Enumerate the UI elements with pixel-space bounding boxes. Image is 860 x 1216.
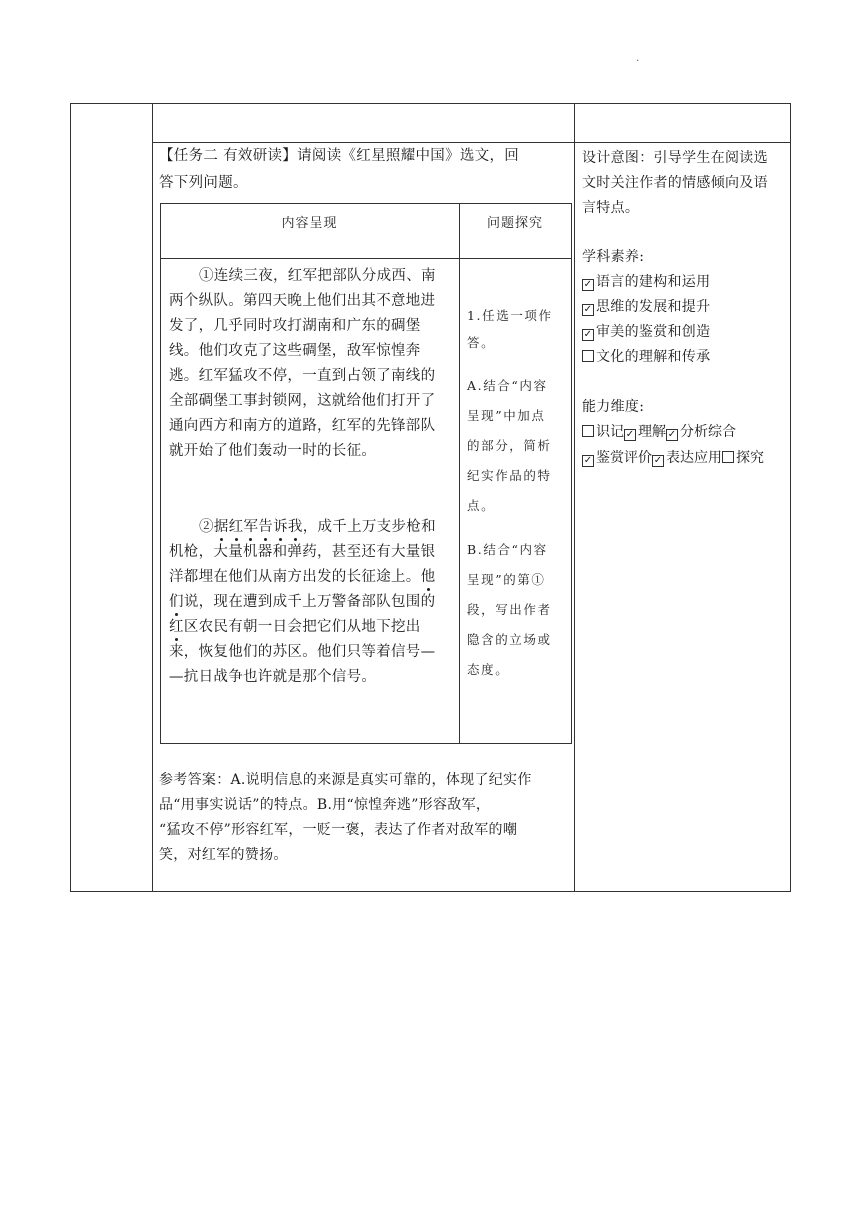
checked-box-icon[interactable]: ✓ [653, 455, 663, 466]
p1-line: 就开始了他们轰动一时的长征。 [169, 443, 377, 459]
unchecked-box-icon[interactable] [722, 451, 734, 463]
p2-line-3 [169, 565, 435, 590]
outer-top-border [70, 103, 791, 104]
answer-line: “猛攻不停”形容红军，一贬一褒，表达了作者对敌军的嘲 [159, 822, 518, 838]
ability-label: 表达应用 [666, 450, 722, 466]
checked-box-icon[interactable]: ✓ [583, 329, 593, 340]
p1-line: 发了，几乎同时攻打湖南和广东的碉堡 [169, 318, 421, 334]
question-line: 呈现”中加点 [467, 408, 546, 423]
question-line: 1.任选一项作 [467, 308, 553, 323]
p2-line5-text: 区农民有朝一日会把它们从地下挖出 [183, 619, 421, 635]
p1-line: 线。他们攻克了这些碉堡，敌军惊惶奔 [169, 343, 421, 359]
p1-line: 通向西方和南方的道路，红军的先锋部队 [169, 418, 436, 434]
ability-row [582, 420, 736, 445]
p2-line-1 [199, 515, 436, 540]
outer-col-divider-2 [574, 103, 575, 892]
literacy-item [582, 345, 710, 370]
checked-box-icon[interactable]: ✓ [625, 429, 635, 440]
inner-left-border [160, 203, 161, 744]
task-heading-line1: 【任务二 有效研读】请阅读《红星照耀中国》选文，回 [159, 148, 520, 164]
ability-label: 探究 [736, 450, 764, 466]
literacy-item [582, 320, 710, 345]
p1-line: ①连续三夜，红军把部队分成西、南 [199, 268, 436, 284]
top-mark: · [636, 56, 640, 67]
question-line: 纪实作品的特 [467, 468, 552, 483]
p2-marker: ② [199, 519, 214, 535]
p2-line1-end: ，成千上万支步枪和 [302, 519, 436, 535]
dotted-char: 据 [213, 519, 229, 535]
checked-box-icon[interactable]: ✓ [667, 429, 677, 440]
inner-bottom-border [160, 743, 572, 744]
ability-label: 理解 [638, 424, 666, 440]
task-heading-line2: 答下列问题。 [159, 175, 248, 191]
p1-line: 全部碉堡工事封锁网，这就给他们打开了 [169, 393, 436, 409]
question-line: 的部分，简析 [467, 438, 552, 453]
outer-left-border [70, 103, 71, 892]
question-line: B.结合“内容 [467, 542, 548, 557]
p2-line: 来，恢复他们的苏区。他们只等着信号— [169, 644, 436, 660]
design-line: 设计意图：引导学生在阅读选 [582, 150, 768, 166]
p2-line: 机枪，大量机器和弹药，甚至还有大量银 [169, 544, 436, 560]
p2-line: —抗日战争也许就是那个信号。 [169, 669, 377, 685]
answer-line: 笑，对红军的赞扬。 [159, 847, 288, 863]
design-line: 言特点。 [582, 200, 640, 216]
question-line: 隐含的立场或 [467, 632, 552, 647]
outer-row-divider [152, 142, 791, 143]
literacy-title: 学科素养: [582, 249, 645, 265]
dotted-char: 红 [169, 619, 184, 635]
literacy-item [582, 270, 710, 295]
ability-row [582, 446, 764, 471]
question-line: 呈现”的第① [467, 572, 546, 587]
literacy-label: 审美的鉴赏和创造 [596, 324, 711, 340]
outer-bottom-border [70, 891, 791, 892]
dotted-char: 告 [258, 519, 274, 535]
literacy-label: 语言的建构和运用 [596, 274, 711, 290]
answer-line: 参考答案：A.说明信息的来源是真实可靠的，体现了纪实作 [159, 772, 532, 788]
header-content: 内容呈现 [281, 216, 338, 231]
inner-col-divider [459, 203, 460, 744]
dotted-emphasis [214, 519, 303, 535]
question-line: A.结合“内容 [467, 378, 548, 393]
literacy-label: 思维的发展和提升 [596, 299, 711, 315]
dotted-char: 们 [169, 594, 184, 610]
unchecked-box-icon[interactable] [582, 350, 594, 362]
header-question: 问题探究 [486, 216, 543, 231]
dotted-char: 诉 [273, 519, 288, 535]
p1-line: 逃。红军猛攻不停，一直到占领了南线的 [169, 368, 436, 384]
p2-line4-text: 说，现在遭到成千上万警备部队包围的 [183, 594, 436, 610]
dotted-char: 红 [228, 519, 244, 535]
outer-right-border [790, 103, 791, 892]
checked-box-icon[interactable]: ✓ [583, 279, 593, 290]
checked-box-icon[interactable]: ✓ [583, 304, 593, 315]
outer-col-divider-1 [152, 103, 153, 892]
p2-line-5 [169, 615, 421, 640]
literacy-label: 文化的理解和传承 [596, 349, 711, 365]
checked-box-icon[interactable]: ✓ [583, 455, 593, 466]
ability-label: 分析综合 [680, 424, 736, 440]
unchecked-box-icon[interactable] [582, 425, 594, 437]
p1-line: 两个纵队。第四天晚上他们出其不意地进 [169, 293, 436, 309]
design-line: 文时关注作者的情感倾向及语 [582, 175, 768, 191]
question-line: 答。 [467, 335, 496, 350]
ability-title: 能力维度: [582, 399, 645, 415]
dotted-char: 军 [243, 519, 259, 535]
dotted-char: 他 [420, 569, 436, 585]
answer-line: 品“用事实说话”的特点。B.用“惊惶奔逃”形容敌军， [159, 797, 491, 813]
question-line: 点。 [467, 498, 496, 513]
ability-label: 识记 [596, 424, 624, 440]
inner-header-divider [160, 258, 572, 259]
literacy-item [582, 295, 710, 320]
p2-line-4 [169, 590, 435, 615]
question-line: 段，写出作者 [467, 602, 552, 617]
p2-line3-text: 洋都埋在他们从南方出发的长征途上。 [169, 569, 421, 585]
dotted-char: 我 [287, 519, 303, 535]
inner-right-border [571, 203, 572, 744]
ability-label: 鉴赏评价 [596, 450, 652, 466]
inner-top-border [160, 203, 572, 204]
question-line: 态度。 [467, 662, 510, 677]
